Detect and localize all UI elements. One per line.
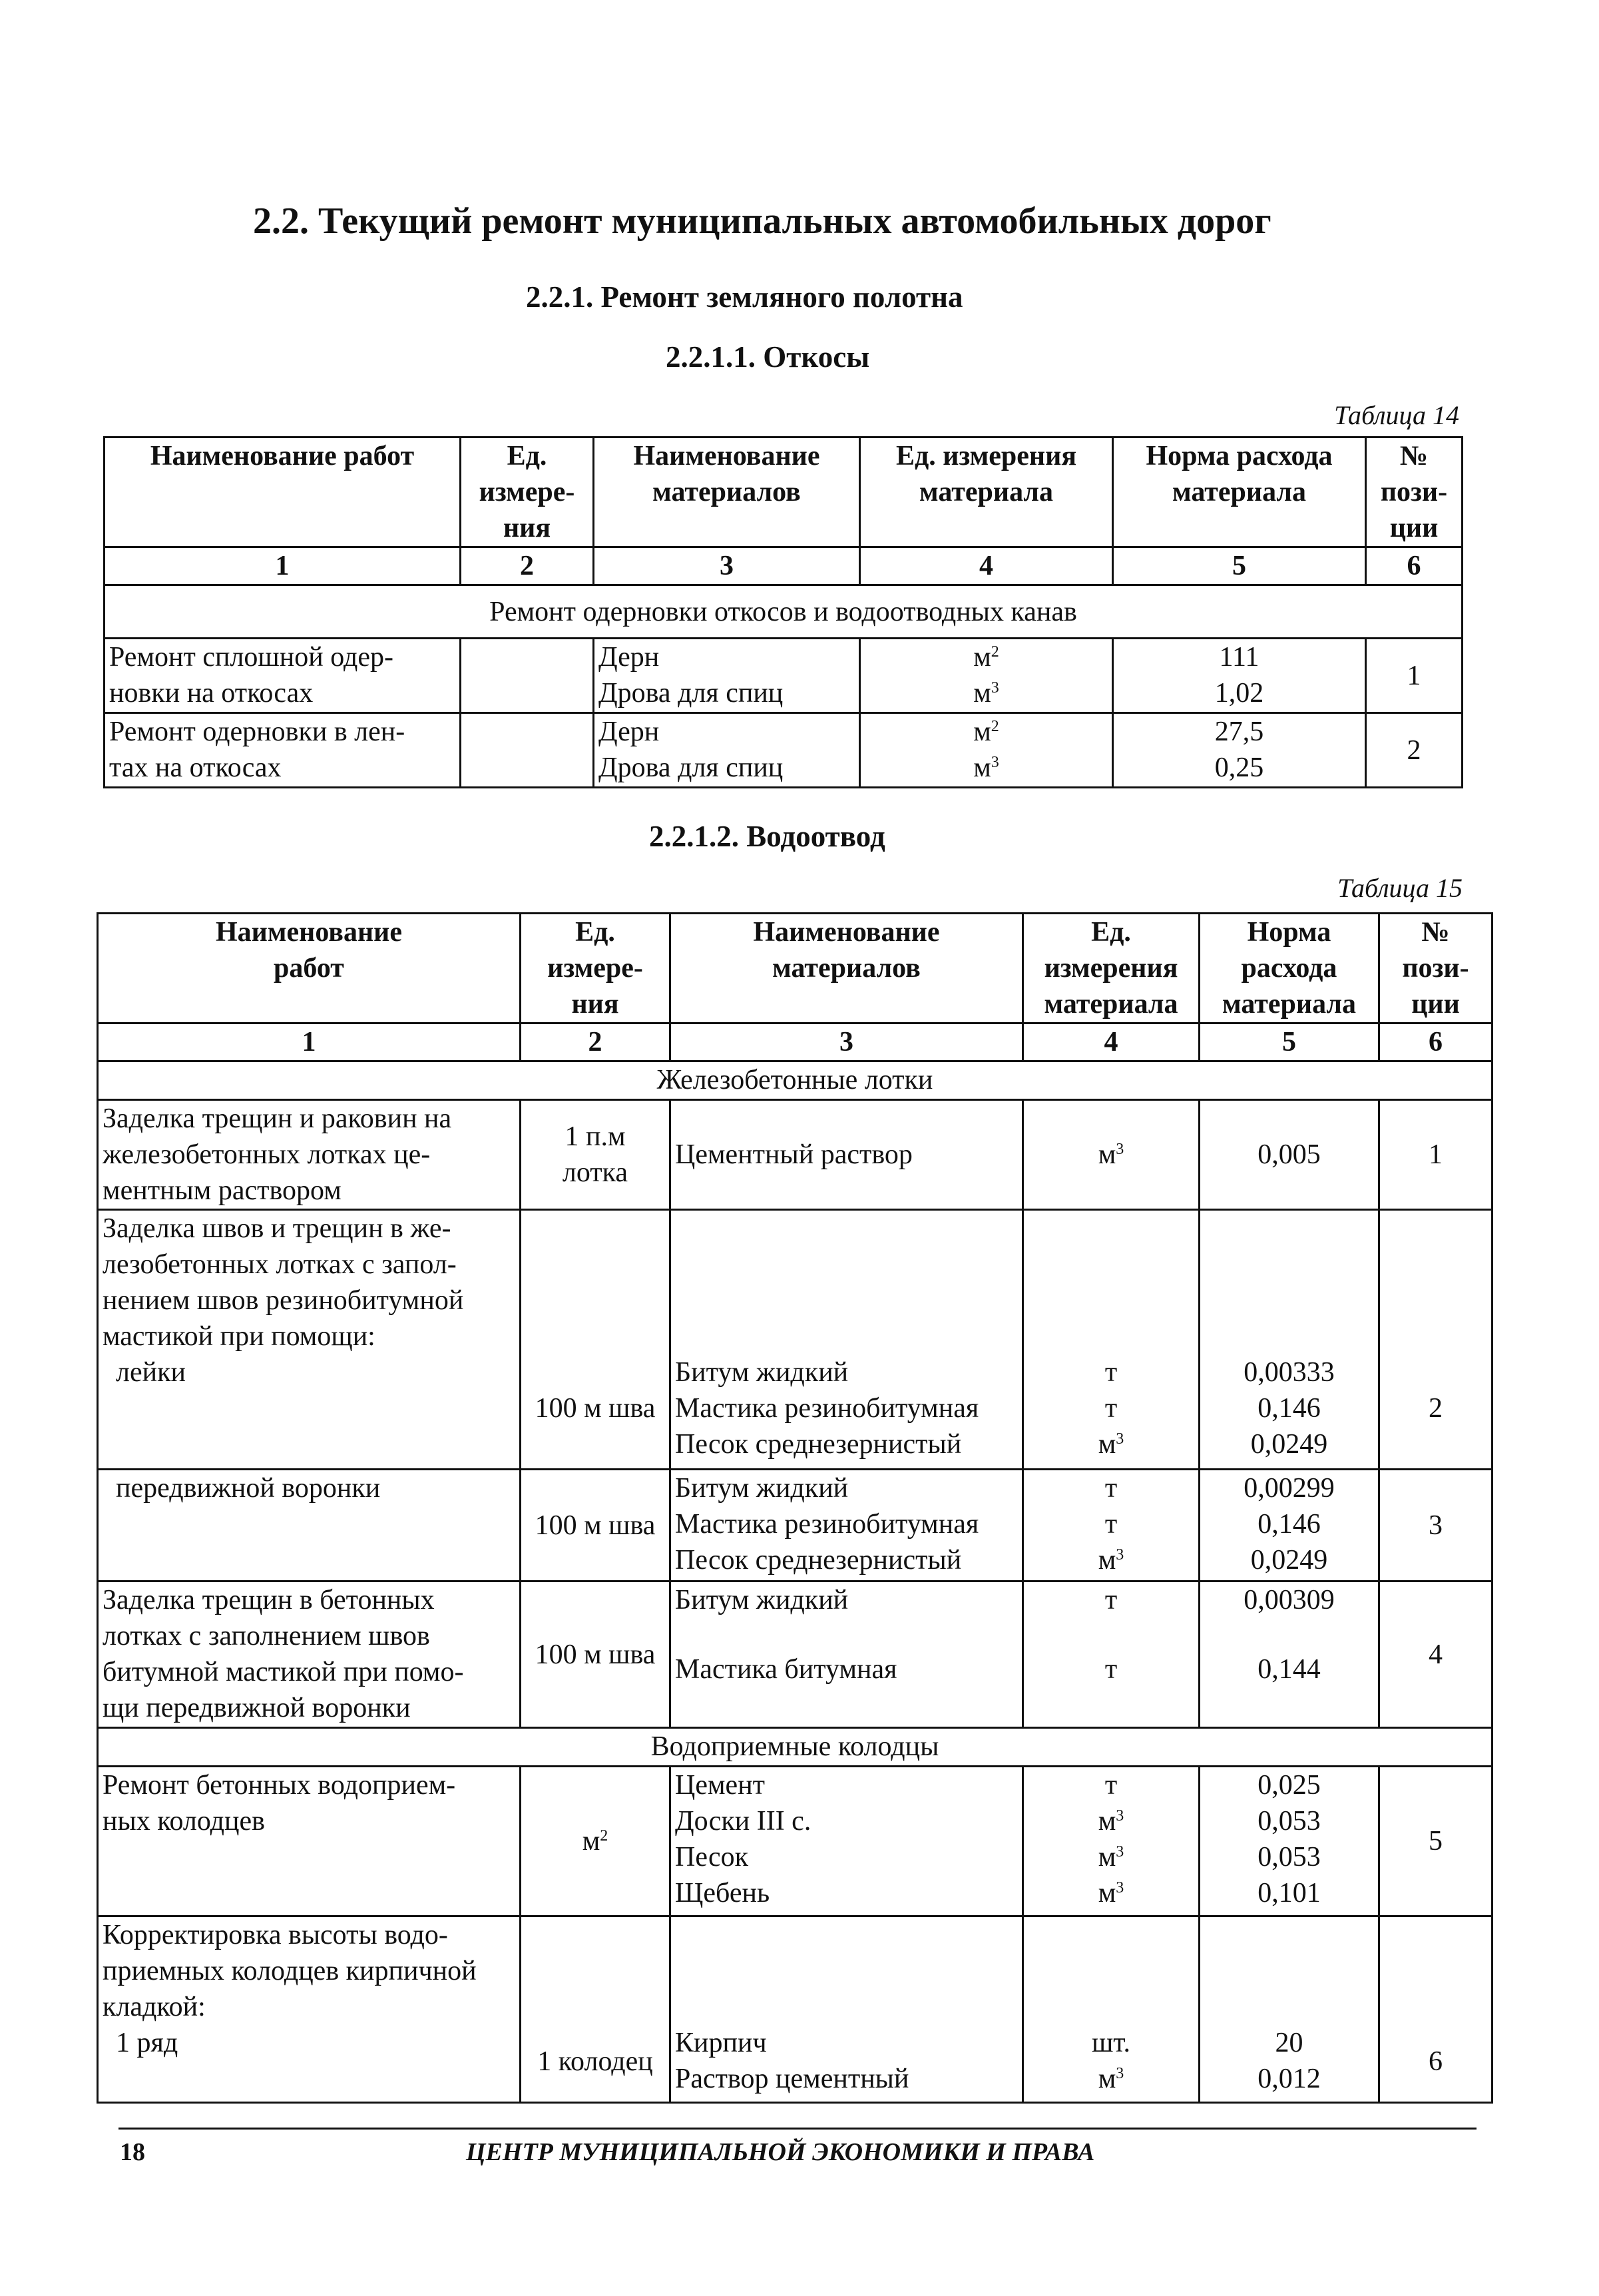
work-cell: Заделка трещин в бетонных лотках с заполнением швов битумной мастикой при помо- щи передвижной воронки [98,1581,521,1728]
position-cell: 1 [1366,639,1463,713]
header-cell: Ед. измере- ния [461,437,594,547]
header-cell: № пози- ции [1366,437,1463,547]
unit-cell: $м^2$ [521,1767,670,1916]
table-15 [97,912,1493,2104]
work-cell: Корректировка высоты водо- приемных колодцев кирпичной кладкой: 1 ряд [98,1916,521,2103]
work-cell: Ремонт сплошной одер- новки на откосах [105,639,461,713]
column-number: 2 [461,547,594,585]
column-number: 5 [1113,547,1366,585]
material-unit-cell: $м^2$ $м^3$ [860,639,1113,713]
materials-cell: Битум жидкий Мастика резинобитумная Песок среднезернистый [670,1470,1023,1581]
materials-cell: Цемент Доски III с. Песок Щебень [670,1767,1023,1916]
column-number: 4 [1023,1023,1200,1061]
column-number: 3 [670,1023,1023,1061]
column-number: 2 [521,1023,670,1061]
table-row [98,1470,1492,1581]
section-row: Ремонт одерновки откосов и водоотводных канав [105,585,1463,639]
table-row [98,1100,1492,1210]
column-number: 6 [1379,1023,1492,1061]
materials-cell: Битум жидкий Мастика резинобитумная Песок среднезернистый [670,1210,1023,1470]
material-unit-cell: т $м^3$ $м^3$ $м^3$ [1023,1767,1200,1916]
work-cell: Ремонт бетонных водоприем- ных колодцев [98,1767,521,1916]
page-number: 18 [120,2138,145,2166]
header-cell: Ед. измере- ния [521,914,670,1023]
header-cell: Норма расхода материала [1113,437,1366,547]
norm-cell: 0,00299 0,146 0,0249 [1200,1470,1379,1581]
material-unit-cell: шт. $м^3$ [1023,1916,1200,2103]
column-number: 5 [1200,1023,1379,1061]
column-number: 6 [1366,547,1463,585]
work-cell: Заделка трещин и раковин на железобетонных лотках це- ментным раствором [98,1100,521,1210]
norm-cell: 111 1,02 [1113,639,1366,713]
header-cell: Наименование работ [105,437,461,547]
material-unit-cell: т т [1023,1581,1200,1728]
section-row: Железобетонные лотки [98,1061,1492,1100]
table-row [105,713,1463,788]
table-row [98,1581,1492,1728]
unit-cell [461,713,594,788]
position-cell: 2 [1366,713,1463,788]
work-cell: Заделка швов и трещин в же- лезобетонных лотках с запол- нением швов резинобитумной мастикой при помощи: лейки [98,1210,521,1470]
materials-cell: Дерн Дрова для спиц [594,713,860,788]
position-cell: 4 [1379,1581,1492,1728]
unit-cell: 100 м шва [521,1210,670,1470]
materials-cell: Кирпич Раствор цементный [670,1916,1023,2103]
materials-cell: Дерн Дрова для спиц [594,639,860,713]
column-number: 1 [98,1023,521,1061]
section-heading: 2.2.1. Ремонт земляного полотна [526,280,963,314]
subsection-heading-drainage: 2.2.1.2. Водоотвод [649,820,885,853]
norm-cell: 0,00309 0,144 [1200,1581,1379,1728]
table-14 [103,436,1463,788]
material-unit-cell: т т $м^3$ [1023,1210,1200,1470]
table-row [98,1767,1492,1916]
materials-cell: Цементный раствор [670,1100,1023,1210]
unit-cell: 100 м шва [521,1470,670,1581]
column-number: 4 [860,547,1113,585]
header-cell: Ед. измерения материала [860,437,1113,547]
header-cell: Ед. измерения материала [1023,914,1200,1023]
norm-cell: 27,5 0,25 [1113,713,1366,788]
footer-divider [118,2128,1477,2130]
norm-cell: 0,005 [1200,1100,1379,1210]
section-row: Водоприемные колодцы [98,1728,1492,1767]
header-cell: Наименование материалов [670,914,1023,1023]
material-unit-cell: т т $м^3$ [1023,1470,1200,1581]
work-cell: Ремонт одерновки в лен- тах на откосах [105,713,461,788]
unit-cell: 100 м шва [521,1581,670,1728]
norm-cell: 0,00333 0,146 0,0249 [1200,1210,1379,1470]
unit-cell: 1 п.м лотка [521,1100,670,1210]
position-cell: 6 [1379,1916,1492,2103]
table-15-caption: Таблица 15 [1337,873,1463,903]
position-cell: 5 [1379,1767,1492,1916]
position-cell: 1 [1379,1100,1492,1210]
material-unit-cell: $м^3$ [1023,1100,1200,1210]
materials-cell: Битум жидкий Мастика битумная [670,1581,1023,1728]
position-cell: 3 [1379,1470,1492,1581]
table-row [105,639,1463,713]
column-number: 3 [594,547,860,585]
work-cell: передвижной воронки [98,1470,521,1581]
unit-cell [461,639,594,713]
unit-cell: 1 колодец [521,1916,670,2103]
material-unit-cell: $м^2$ $м^3$ [860,713,1113,788]
norm-cell: 20 0,012 [1200,1916,1379,2103]
table-14-caption: Таблица 14 [1334,400,1459,430]
column-number: 1 [105,547,461,585]
table-row [98,1210,1492,1470]
header-cell: Норма расхода материала [1200,914,1379,1023]
header-cell: Наименование материалов [594,437,860,547]
header-cell: Наименование работ [98,914,521,1023]
norm-cell: 0,025 0,053 0,053 0,101 [1200,1767,1379,1916]
subsection-heading-slopes: 2.2.1.1. Откосы [666,340,870,374]
position-cell: 2 [1379,1210,1492,1470]
header-cell: № пози- ции [1379,914,1492,1023]
table-row [98,1916,1492,2103]
page-title: 2.2. Текущий ремонт муниципальных автомобильных дорог [253,200,1271,242]
footer-organization: ЦЕНТР МУНИЦИПАЛЬНОЙ ЭКОНОМИКИ И ПРАВА [466,2138,1095,2166]
